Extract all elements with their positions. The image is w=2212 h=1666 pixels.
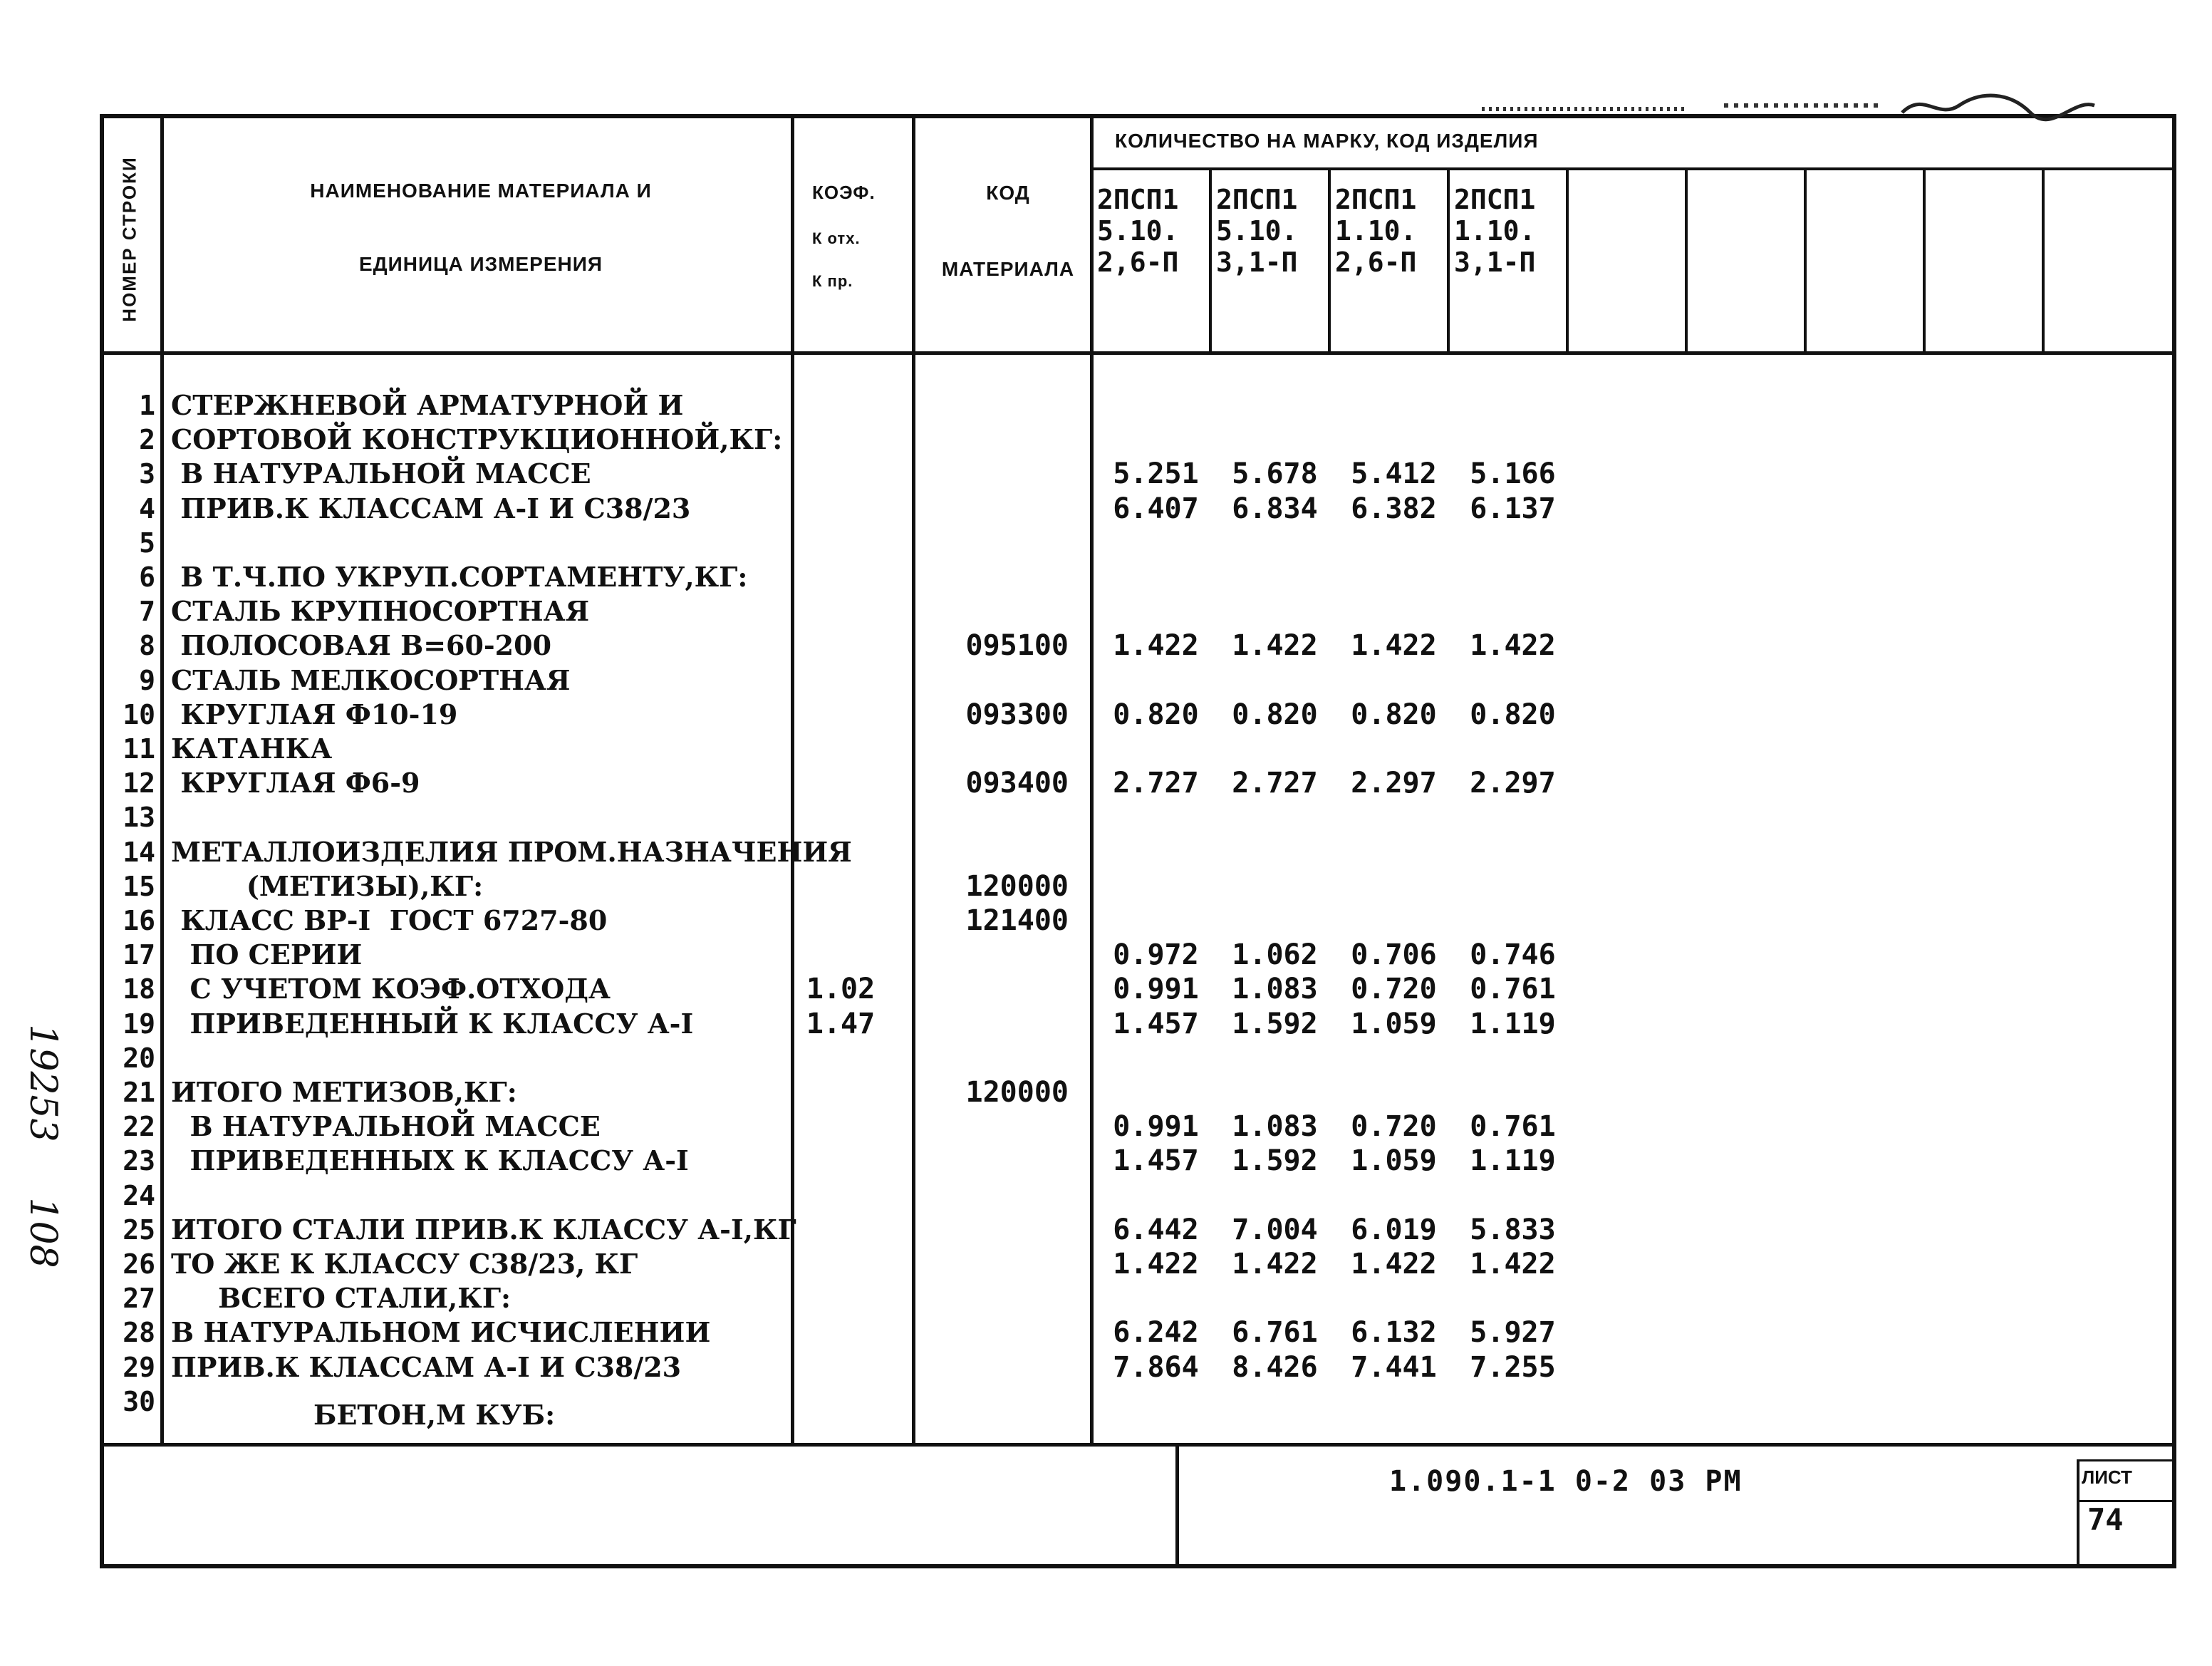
- row-value-mark-1: 1.457: [1113, 1008, 1199, 1040]
- sheet-box-left: [2077, 1459, 2079, 1568]
- header-separator: [100, 351, 2176, 355]
- row-value-mark-3: 6.132: [1351, 1316, 1437, 1349]
- row-material-name: КРУГЛАЯ Ф6-9: [171, 767, 420, 799]
- row-material-name: ПРИВЕДЕННЫЙ К КЛАССУ А-I: [171, 1008, 694, 1040]
- row-value-mark-1: 1.422: [1113, 629, 1199, 662]
- row-number: 14: [123, 837, 155, 868]
- row-value-mark-3: 5.412: [1351, 457, 1437, 490]
- document-code: 1.090.1-1 0-2 03 РМ: [1389, 1465, 1743, 1498]
- row-value-mark-4: 1.422: [1470, 1248, 1556, 1280]
- row-number: 23: [123, 1145, 155, 1176]
- mark-sep-8: [2042, 167, 2045, 353]
- row-number: 27: [123, 1283, 155, 1314]
- row-value-mark-2: 1.592: [1232, 1144, 1318, 1177]
- row-value-mark-2: 5.678: [1232, 457, 1318, 490]
- row-value-mark-2: 1.083: [1232, 973, 1318, 1005]
- row-value-mark-3: 1.422: [1351, 1248, 1437, 1280]
- row-number: 11: [123, 733, 155, 765]
- row-number: 8: [139, 630, 155, 661]
- row-material-name: В НАТУРАЛЬНОЙ МАССЕ: [171, 1110, 601, 1142]
- mark-sep-6: [1804, 167, 1807, 353]
- sheet-box-top: [2077, 1459, 2176, 1461]
- row-number: 2: [139, 424, 155, 455]
- mark-header-1: 2ПСП1 5.10. 2,6-П: [1097, 184, 1179, 278]
- quantity-title-separator: [1090, 167, 2176, 170]
- quantity-header-title: КОЛИЧЕСТВО НА МАРКУ, КОД ИЗДЕЛИЯ: [1115, 130, 1539, 152]
- row-value-mark-4: 1.422: [1470, 629, 1556, 662]
- row-coefficient: 1.47: [806, 1008, 876, 1040]
- mark-header-2: 2ПСП1 5.10. 3,1-П: [1216, 184, 1298, 278]
- row-value-mark-1: 0.991: [1113, 1110, 1199, 1143]
- row-number: 25: [123, 1214, 155, 1246]
- row-material-name: СТЕРЖНЕВОЙ АРМАТУРНОЙ И: [171, 389, 684, 421]
- row-number: 9: [139, 665, 155, 696]
- row-value-mark-4: 1.119: [1470, 1144, 1556, 1177]
- row-number: 22: [123, 1111, 155, 1142]
- col-sep-number: [160, 114, 164, 1445]
- row-value-mark-2: 6.761: [1232, 1316, 1318, 1349]
- concrete-label: БЕТОН,М КУБ:: [313, 1399, 556, 1431]
- row-value-mark-1: 0.820: [1113, 698, 1199, 731]
- row-value-mark-2: 7.004: [1232, 1214, 1318, 1246]
- row-material-name: В Т.Ч.ПО УКРУП.СОРТАМЕНТУ,КГ:: [171, 561, 748, 593]
- row-material-code: 093400: [965, 767, 1069, 800]
- row-number: 24: [123, 1180, 155, 1211]
- row-number: 21: [123, 1077, 155, 1108]
- coef-header-line1: КОЭФ.: [812, 182, 876, 203]
- code-header-line2: МАТЕРИАЛА: [941, 258, 1075, 280]
- frame-right: [2172, 114, 2176, 1568]
- row-material-name: ВСЕГО СТАЛИ,КГ:: [171, 1282, 512, 1314]
- row-value-mark-3: 0.720: [1351, 973, 1437, 1005]
- row-material-name: ПОЛОСОВАЯ В=60-200: [171, 629, 552, 661]
- row-material-name: С УЧЕТОМ КОЭФ.ОТХОДА: [171, 973, 611, 1005]
- row-value-mark-1: 0.972: [1113, 938, 1199, 971]
- col-sep-coef: [912, 114, 915, 1445]
- row-material-name: ПРИВ.К КЛАССАМ А-I И С38/23: [171, 1351, 682, 1383]
- row-material-name: КРУГЛАЯ Ф10-19: [171, 698, 458, 730]
- row-value-mark-4: 1.119: [1470, 1008, 1556, 1040]
- approval-stamp-scribble: [1468, 84, 2109, 127]
- row-material-name: ПРИВЕДЕННЫХ К КЛАССУ А-I: [171, 1144, 689, 1176]
- row-value-mark-4: 6.137: [1470, 492, 1556, 525]
- inventory-number: 19253: [21, 1024, 64, 1142]
- row-value-mark-3: 1.059: [1351, 1008, 1437, 1040]
- row-value-mark-3: 2.297: [1351, 767, 1437, 800]
- row-value-mark-1: 1.457: [1113, 1144, 1199, 1177]
- row-value-mark-1: 5.251: [1113, 457, 1199, 490]
- row-material-name: КАТАНКА: [171, 733, 333, 765]
- row-value-mark-4: 5.927: [1470, 1316, 1556, 1349]
- mark-header-3: 2ПСП1 1.10. 2,6-П: [1335, 184, 1417, 278]
- row-number: 16: [123, 905, 155, 936]
- row-material-name: ТО ЖЕ К КЛАССУ С38/23, КГ: [171, 1248, 638, 1280]
- row-value-mark-2: 6.834: [1232, 492, 1318, 525]
- row-value-mark-2: 1.062: [1232, 938, 1318, 971]
- row-value-mark-2: 1.592: [1232, 1008, 1318, 1040]
- row-value-mark-3: 1.059: [1351, 1144, 1437, 1177]
- row-material-name: СТАЛЬ МЕЛКОСОРТНАЯ: [171, 664, 571, 696]
- row-material-name: КЛАСС ВР-I ГОСТ 6727-80: [171, 904, 608, 936]
- row-value-mark-3: 1.422: [1351, 629, 1437, 662]
- row-material-code: 120000: [965, 870, 1069, 903]
- row-number: 10: [123, 699, 155, 730]
- row-value-mark-1: 2.727: [1113, 767, 1199, 800]
- row-number: 20: [123, 1042, 155, 1074]
- coef-header-line2: К отх.: [812, 229, 861, 247]
- row-number: 30: [123, 1386, 155, 1417]
- sheet-number: 74: [2087, 1502, 2124, 1537]
- row-value-mark-1: 6.442: [1113, 1214, 1199, 1246]
- row-number: 17: [123, 939, 155, 971]
- row-material-code: 093300: [965, 698, 1069, 731]
- footer-sep-left: [1175, 1443, 1179, 1568]
- mark-header-4: 2ПСП1 1.10. 3,1-П: [1454, 184, 1536, 278]
- material-name-header-line1: НАИМЕНОВАНИЕ МАТЕРИАЛА И: [310, 180, 652, 202]
- row-value-mark-2: 2.727: [1232, 767, 1318, 800]
- row-value-mark-4: 0.820: [1470, 698, 1556, 731]
- row-material-name: СОРТОВОЙ КОНСТРУКЦИОННОЙ,КГ:: [171, 423, 783, 455]
- row-value-mark-3: 0.820: [1351, 698, 1437, 731]
- row-value-mark-1: 1.422: [1113, 1248, 1199, 1280]
- row-coefficient: 1.02: [806, 973, 876, 1005]
- row-material-name: МЕТАЛЛОИЗДЕЛИЯ ПРОМ.НАЗНАЧЕНИЯ: [171, 836, 852, 868]
- row-number: 29: [123, 1352, 155, 1383]
- row-number: 18: [123, 973, 155, 1005]
- mark-sep-5: [1685, 167, 1688, 353]
- row-value-mark-3: 7.441: [1351, 1351, 1437, 1384]
- row-material-name: В НАТУРАЛЬНОМ ИСЧИСЛЕНИИ: [171, 1316, 711, 1348]
- row-number: 15: [123, 871, 155, 902]
- code-header-line1: КОД: [986, 182, 1030, 204]
- row-material-code: 095100: [965, 629, 1069, 662]
- row-number-header: НОМЕР СТРОКИ: [118, 156, 140, 322]
- row-value-mark-3: 0.720: [1351, 1110, 1437, 1143]
- row-value-mark-3: 6.019: [1351, 1214, 1437, 1246]
- row-value-mark-4: 0.761: [1470, 1110, 1556, 1143]
- row-number: 12: [123, 767, 155, 799]
- row-number: 26: [123, 1248, 155, 1280]
- row-value-mark-2: 0.820: [1232, 698, 1318, 731]
- mark-sep-7: [1923, 167, 1926, 353]
- row-value-mark-1: 0.991: [1113, 973, 1199, 1005]
- row-number: 6: [139, 562, 155, 593]
- row-value-mark-1: 6.242: [1113, 1316, 1199, 1349]
- row-material-code: 121400: [965, 904, 1069, 937]
- row-value-mark-4: 0.746: [1470, 938, 1556, 971]
- row-number: 13: [123, 802, 155, 833]
- row-value-mark-1: 6.407: [1113, 492, 1199, 525]
- row-value-mark-1: 7.864: [1113, 1351, 1199, 1384]
- row-material-name: В НАТУРАЛЬНОЙ МАССЕ: [171, 457, 591, 490]
- row-number: 28: [123, 1317, 155, 1348]
- row-number: 19: [123, 1008, 155, 1040]
- row-value-mark-2: 8.426: [1232, 1351, 1318, 1384]
- row-material-name: ПРИВ.К КЛАССАМ А-I И С38/23: [171, 492, 691, 524]
- row-number: 7: [139, 596, 155, 627]
- row-value-mark-4: 5.166: [1470, 457, 1556, 490]
- row-value-mark-3: 6.382: [1351, 492, 1437, 525]
- page-number-note: 108: [21, 1197, 64, 1268]
- row-material-name: СТАЛЬ КРУПНОСОРТНАЯ: [171, 595, 590, 627]
- row-material-name: (МЕТИЗЫ),КГ:: [171, 870, 484, 902]
- col-sep-code: [1090, 114, 1094, 1445]
- row-value-mark-4: 7.255: [1470, 1351, 1556, 1384]
- row-material-name: ИТОГО МЕТИЗОВ,КГ:: [171, 1076, 517, 1108]
- material-name-header-line2: ЕДИНИЦА ИЗМЕРЕНИЯ: [358, 253, 603, 275]
- row-value-mark-4: 5.833: [1470, 1214, 1556, 1246]
- row-material-code: 120000: [965, 1076, 1069, 1109]
- row-value-mark-4: 2.297: [1470, 767, 1556, 800]
- frame-bottom: [100, 1564, 2176, 1568]
- row-value-mark-2: 1.083: [1232, 1110, 1318, 1143]
- row-material-name: ИТОГО СТАЛИ ПРИВ.К КЛАССУ А-I,КГ: [171, 1214, 796, 1246]
- row-number: 1: [139, 390, 155, 421]
- row-value-mark-2: 1.422: [1232, 1248, 1318, 1280]
- row-number: 5: [139, 527, 155, 559]
- row-number: 4: [139, 493, 155, 524]
- row-value-mark-3: 0.706: [1351, 938, 1437, 971]
- footer-separator: [100, 1443, 2176, 1447]
- row-value-mark-4: 0.761: [1470, 973, 1556, 1005]
- row-material-name: ПО СЕРИИ: [171, 938, 363, 971]
- sheet-label: ЛИСТ: [2082, 1466, 2132, 1488]
- row-value-mark-2: 1.422: [1232, 629, 1318, 662]
- row-number: 3: [139, 458, 155, 490]
- coef-header-line3: К пр.: [812, 272, 853, 290]
